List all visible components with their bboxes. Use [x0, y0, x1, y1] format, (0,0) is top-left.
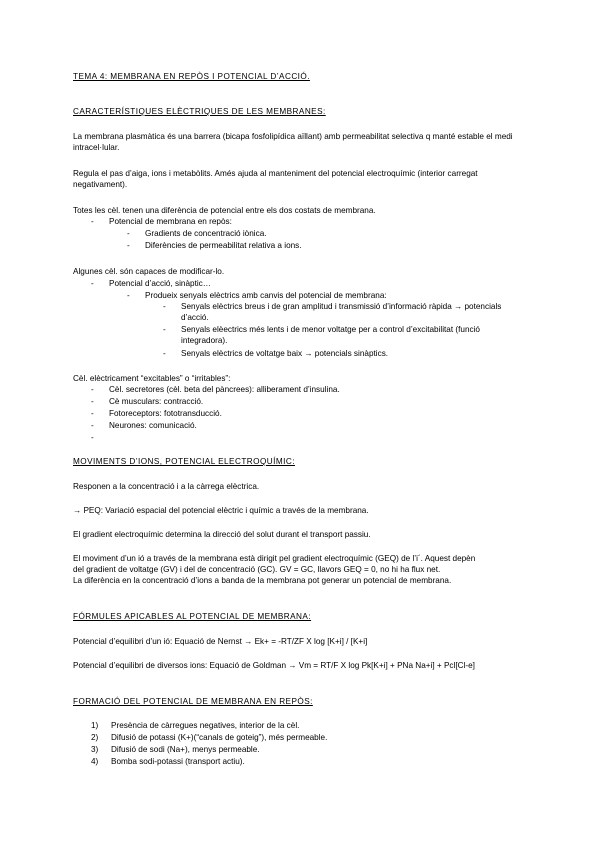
list-item: Cèl. secretores (cèl. beta del pàncrees): alliberament d’insulina.	[109, 385, 340, 394]
bullet-dash: -	[91, 279, 94, 288]
paragraph: Algunes cèl. són capaces de modificar-lo.	[73, 267, 225, 276]
formula-nernst: Potencial d’equilibri d’un ió: Equació de Nernst → Ek+ = -RT/ZF X log [K+i] / [K+i]	[73, 637, 368, 646]
paragraph: → PEQ: Variació espacial del potencial elèctric i químic a través de la membrana.	[73, 506, 369, 515]
list-item: Senyals elèctrics breus i de gran amplitud i transmissió d’informació ràpida → potencials d’acció.	[181, 302, 502, 322]
list-item: Neurones: comunicació.	[109, 421, 197, 430]
paragraph: La membrana plasmàtica és una barrera (bicapa fosfolipídica aïllant) amb permeabilitat selectiva q manté estable el medi intracel·lular.	[73, 132, 513, 152]
list-item: Produeix senyals elèctrics amb canvis del potencial de membrana:	[145, 291, 387, 300]
bullet-dash: -	[91, 409, 94, 418]
list-item: Senyals elèctrics de voltatge baix → potencials sinàptics.	[181, 349, 389, 358]
section-heading-formacio: FORMACIÓ DEL POTENCIAL DE MEMBRANA EN REPÒS:	[73, 697, 313, 706]
bullet-dash: -	[127, 229, 130, 238]
bullet-dash: -	[91, 217, 94, 226]
bullet-dash: -	[163, 325, 166, 334]
bullet-dash: -	[91, 421, 94, 430]
list-item: Bomba sodi-potassi (transport actiu).	[111, 757, 245, 766]
list-item: Gradients de concentració iònica.	[145, 229, 267, 238]
list-item: Difusió de potassi (K+)(“canals de goteig”), més permeable.	[111, 733, 328, 742]
paragraph: Regula el pas d’aiga, ions i metabòlits. Amés ajuda al manteniment del potencial electroquímic (interior carregat negativament).	[73, 169, 478, 189]
bullet-dash: -	[127, 291, 130, 300]
list-item: Senyals elèectrics més lents i de menor voltatge per a control d’excitabilitat (funció integradora).	[181, 325, 480, 345]
list-item: Diferències de permeabilitat relativa a ions.	[145, 241, 302, 250]
list-number: 4)	[91, 757, 99, 766]
list-item: Fotoreceptors: fototransducció.	[109, 409, 222, 418]
paragraph-line: El moviment d’un ió a través de la membrana està dirigit pel gradient electroquímic (GEQ) de l’i´. Aquest depèn	[73, 554, 476, 563]
list-item: Potencial de membrana en repòs:	[109, 217, 232, 226]
paragraph-line: La diferència en la concentració d’ions a banda de la membrana pot generar un potencial de membrana.	[73, 576, 452, 585]
paragraph: Cèl. elèctricament “excitables” o “irritables”:	[73, 374, 231, 383]
paragraph: Totes les cèl. tenen una diferència de potencial entre els dos costats de membrana.	[73, 206, 376, 215]
paragraph: Responen a la concentració i a la càrrega elèctrica.	[73, 482, 260, 491]
list-item: Cè musculars: contracció.	[109, 397, 204, 406]
bullet-dash: -	[127, 241, 130, 250]
bullet-dash: -	[91, 433, 94, 442]
paragraph: El gradient electroquímic determina la direcció del solut durant el transport passiu.	[73, 530, 371, 539]
section-heading-formules: FÓRMULES APICABLES AL POTENCIAL DE MEMBRANA:	[73, 612, 312, 621]
bullet-dash: -	[163, 302, 166, 311]
list-number: 2)	[91, 733, 99, 742]
list-number: 3)	[91, 745, 99, 754]
document-title: TEMA 4: MEMBRANA EN REPÒS I POTENCIAL D’ACCIÓ.	[73, 72, 310, 81]
bullet-dash: -	[91, 397, 94, 406]
list-number: 1)	[91, 721, 99, 730]
bullet-dash: -	[91, 385, 94, 394]
list-item: Difusió de sodi (Na+), menys permeable.	[111, 745, 260, 754]
list-item: Potencial d’acció, sinàptic…	[109, 279, 211, 288]
bullet-dash: -	[163, 349, 166, 358]
section-heading-caracteristiques: CARACTERÍSTIQUES ELÈCTRIQUES DE LES MEMBRANES:	[73, 107, 326, 116]
formula-goldman: Potencial d’equilibri de diversos ions: Equació de Goldman → Vm = RT/F X log Pk[K+i] + PNa Na+i] + Pcl[Cl-e]	[73, 661, 475, 670]
list-item: Presència de càrregues negatives, interior de la cèl.	[111, 721, 300, 730]
section-heading-moviments: MOVIMENTS D’IONS, POTENCIAL ELECTROQUÍMIC:	[73, 457, 295, 466]
paragraph-line: del gradient de voltatge (GV) i del de concentració (GC). GV = GC, llavors GEQ = 0, no hi ha flux net.	[73, 565, 441, 574]
